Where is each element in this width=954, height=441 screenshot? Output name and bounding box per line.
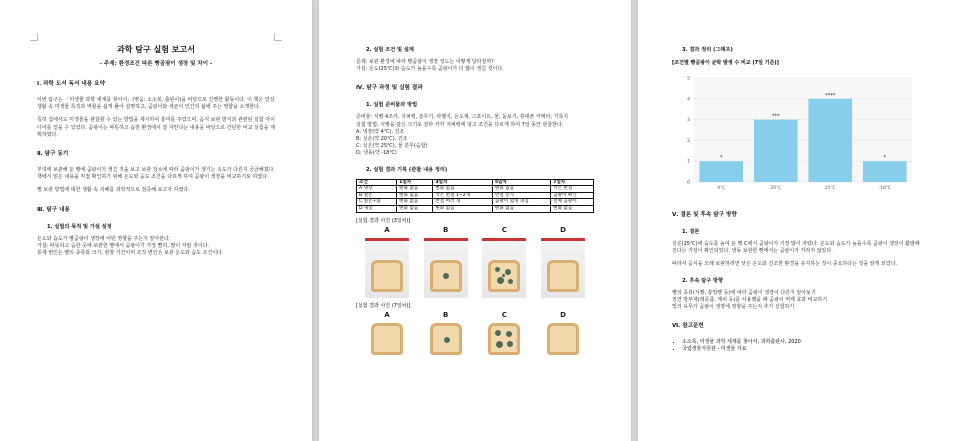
photo-letter: D	[560, 225, 566, 234]
table-row	[357, 199, 594, 206]
photo-letter: A	[384, 310, 390, 319]
significance-label: *	[883, 155, 886, 162]
paragraph: 특히 집에서도 미생물을 관찰할 수 있는 방법을 제시하여 흥미를 주었으며, 음식 보관 방식과 관련된 실험 아이디어를 얻을 수 있었다. 곰팡이는 따뜻하고 습한 환경에서 잘 자란다는 내용을 바탕으로 간단한 비교 실험을 계획하였다.	[37, 117, 275, 138]
bullet-item: 천연 방부제(레몬즙, 계피 등)를 사용했을 때 곰팡이 억제 효과 비교하기	[672, 296, 828, 303]
table-cell: 반점 증가	[492, 192, 550, 199]
bread-photo-a	[364, 226, 410, 298]
table-cell: 변화 없음	[397, 199, 433, 206]
y-tick-label: 0	[687, 180, 690, 186]
bread-photo-d	[540, 226, 586, 298]
section-heading: Ⅲ. 탐구 내용	[37, 206, 70, 213]
paragraph: 부엌에 보관해 둔 빵에 곰팡이가 생긴 것을 보고 보관 장소에 따라 곰팡이가 생기는 속도가 다른지 궁금해졌다. 책에서 읽은 내용을 직접 확인하기 위해 온도와 습도 조건을 다르게 하여 곰팡이 생장을 비교하기로 하였다.	[37, 167, 275, 181]
result-table	[356, 179, 594, 213]
page-2	[319, 0, 631, 441]
bread-image	[547, 260, 579, 292]
bar	[863, 161, 907, 182]
paragraph: 온도와 습도가 빵곰팡이 생장에 어떤 영향을 주는지 알아본다.	[37, 235, 171, 242]
bullet-item: 빛의 유무가 곰팡이 생장에 영향을 주는지 추가 실험하기	[672, 304, 795, 311]
bar	[699, 161, 743, 182]
table-cell: 변화 없음	[397, 186, 433, 193]
bread-image	[430, 323, 462, 355]
section-heading: Ⅴ. 결론 및 후속 탐구 방향	[672, 212, 737, 218]
section-heading: Ⅵ. 참고문헌	[672, 323, 704, 330]
paragraph: 이번 탐구는 「미생물 과학 세계를 찾아서」(엮음: 소소북, 출판사)을 바탕으로 진행한 활동이다. 이 책은 일상생활 속 미생물 특징과 역할을 쉽게 풀어 설명하고, 곰팡이와 세균이 인간의 삶에 주는 영향을 소개한다.	[37, 97, 275, 111]
photo-caption: [실험 결과 사진 (3일차)]	[356, 217, 411, 224]
table-cell: 변화 없음	[397, 192, 433, 199]
photo-caption: [실험 결과 사진 (7일차)]	[356, 302, 411, 309]
table-cell: D 냉동	[357, 206, 397, 213]
chart-title: [조건별 빵곰팡이 균락 발생 수 비교 (7일 기준)]	[672, 60, 779, 66]
bread-image	[488, 323, 520, 355]
table-row	[357, 192, 594, 199]
step-item: D: 냉동(약 -18℃)	[356, 150, 397, 157]
photo-letter: C	[501, 310, 507, 319]
subsection-heading: 1. 결론	[682, 229, 700, 235]
table-cell: 변화 없음	[397, 206, 433, 213]
subsection-heading: 2. 실험 결과 기록 (관찰 내용 정리)	[366, 166, 448, 173]
bread-bag	[365, 238, 409, 298]
table-header: 1일차	[397, 179, 433, 186]
page-1-content	[37, 40, 275, 257]
x-tick-label: 4℃	[717, 186, 726, 191]
bread-bag	[424, 238, 468, 298]
paragraph: 빵 보관 방법에 대한 생활 속 지혜를 과학적으로 검증해 보고자 하였다.	[37, 187, 190, 194]
table-cell: 변화 없음	[433, 186, 493, 193]
bread-image	[430, 260, 462, 292]
report-subtitle: - 주제: 환경조건 따른 빵곰팡이 생장 및 차이 -	[99, 61, 213, 67]
bread-photo-d	[540, 311, 586, 355]
bullet-item: 빵의 종류(식빵, 통밀빵 등)에 따라 곰팡이 생장이 다른지 알아보기	[672, 289, 816, 296]
subsection-heading: 2. 실험 조건 및 설계	[366, 47, 414, 53]
report-title: 과학 탐구 실험 보고서	[117, 45, 195, 54]
table-header: 3일차	[433, 179, 493, 186]
x-tick-label: -18℃	[878, 186, 891, 191]
paragraph: 준비물: 식빵 4조각, 지퍼백, 분무기, 라벨지, 온도계, 스포이트, 물, 돋보기, 휴대폰 카메라, 기록지	[356, 114, 569, 121]
table-cell: 전체 곰팡이	[551, 199, 594, 206]
table-cell: 작은 반점	[551, 186, 594, 193]
paragraph: 가설: 따뜻하고 습한 곳에 보관한 빵에서 곰팡이가 가장 빨리, 많이 자랄 것이다.	[37, 242, 210, 249]
bar-chart	[672, 70, 920, 198]
corner-mark	[274, 33, 282, 41]
table-cell: 변화 없음	[492, 186, 550, 193]
bread-image	[547, 323, 579, 355]
table-cell: 변화 없음	[433, 206, 493, 213]
y-tick-label: 2	[687, 138, 690, 144]
bread-bag	[482, 238, 526, 298]
page-3-content	[672, 46, 920, 354]
x-tick-label: 20℃	[770, 186, 782, 191]
reference-item: • 소소북, 미생물 과학 세계를 찾아서, 과학출판사, 2020	[682, 339, 920, 346]
paragraph: 따라서 음식을 오래 보관하려면 낮은 온도와 건조한 환경을 유지하는 것이 중요하다는 것을 알게 되었다.	[672, 261, 898, 268]
table-header-row	[357, 179, 594, 186]
table-header: 5일차	[492, 179, 550, 186]
bread-photo-c	[481, 311, 527, 355]
significance-label: *	[720, 155, 723, 162]
bread-image	[371, 260, 403, 292]
reference-list	[672, 339, 920, 353]
y-tick-label: 4	[687, 97, 690, 103]
bread-photo-c	[481, 226, 527, 298]
table-cell: 반점 여러 개	[433, 199, 493, 206]
paragraph: 실험 방법: 식빵을 같은 크기로 잘라 각각 지퍼백에 넣고 조건을 다르게 하여 7일 동안 관찰한다.	[356, 121, 564, 128]
photo-letter: B	[442, 225, 449, 234]
paragraph: 통제 변인은 빵의 종류와 크기, 관찰 기간이며 조작 변인은 보관 온도와 습도 조건이다.	[37, 250, 224, 257]
section-heading: Ⅰ. 과학 도서 독서 내용 요약	[37, 81, 105, 87]
y-tick-label: 3	[687, 118, 690, 124]
paragraph: 실온(25℃)에 습도를 높여 둔 빵 C에서 곰팡이가 가장 많이 자랐다. 온도와 습도가 높을수록 곰팡이 생장이 활발해진다는 가설이 확인되었다. 냉동 보관한 빵에서는 곰팡이가 자라지 않았다.	[672, 241, 920, 255]
x-tick-label: 25℃	[824, 186, 836, 191]
page-1	[0, 0, 312, 441]
step-item: A: 냉장(약 4℃), 건조	[356, 128, 405, 135]
bread-photo-a	[364, 311, 410, 355]
photo-row-day7	[356, 311, 594, 355]
bread-photo-b	[423, 226, 469, 298]
section-heading: Ⅳ. 탐구 과정 및 실험 결과	[356, 85, 423, 92]
bread-image	[488, 260, 520, 292]
bread-photo-b	[423, 311, 469, 355]
subsection-heading: 1. 실험의 목적 및 가설 설정	[47, 223, 112, 230]
paragraph: 가설: 온도(25℃)와 습도가 높을수록 곰팡이가 더 많이 생길 것이다.	[356, 66, 504, 73]
y-tick-label: 1	[687, 159, 690, 165]
significance-label: ***	[772, 113, 780, 120]
subsection-heading: 1. 실험 준비물과 방법	[366, 102, 418, 109]
section-heading: Ⅱ. 탐구 동기	[37, 151, 69, 158]
photo-row-day3	[356, 226, 594, 298]
table-cell: C 실온+습	[357, 199, 397, 206]
bread-image	[371, 323, 403, 355]
paragraph: 문제: 보관 환경에 따라 빵곰팡이 생장 정도는 어떻게 달라질까?	[356, 59, 494, 65]
page-3	[638, 0, 954, 441]
table-cell: A 냉장	[357, 186, 397, 193]
table-row	[357, 206, 594, 213]
table-header: 조건	[357, 179, 397, 186]
significance-label: ****	[825, 92, 836, 99]
page-2-content	[356, 46, 594, 355]
bar	[754, 120, 798, 182]
photo-letter: A	[384, 225, 390, 234]
subsection-heading: 2. 후속 탐구 방향	[682, 277, 724, 284]
step-item: C: 실온(약 25℃), 물 분무(습함)	[356, 143, 428, 150]
table-row	[357, 186, 594, 193]
photo-letter: D	[560, 310, 566, 319]
reference-item: • 국립생물자원관 - 미생물 자료	[682, 346, 920, 353]
table-cell: 변화 없음	[492, 206, 550, 213]
table-cell: 작은 반점 1~2개	[433, 192, 493, 199]
step-item: B: 실온(약 20℃), 건조	[356, 136, 408, 143]
photo-letter: C	[501, 225, 507, 234]
photo-letter: B	[442, 310, 449, 319]
table-cell: 곰팡이 넓게 퍼짐	[492, 199, 550, 206]
table-cell: 곰팡이 확산	[551, 192, 594, 199]
table-cell: 변화 없음	[551, 206, 594, 213]
subsection-heading: 3. 결과 정리 (그래프)	[682, 47, 733, 53]
bar	[808, 99, 852, 182]
table-header: 7일차	[551, 179, 594, 186]
bread-bag	[541, 238, 585, 298]
y-tick-label: 5	[687, 76, 690, 82]
table-cell: B 실온	[357, 192, 397, 199]
